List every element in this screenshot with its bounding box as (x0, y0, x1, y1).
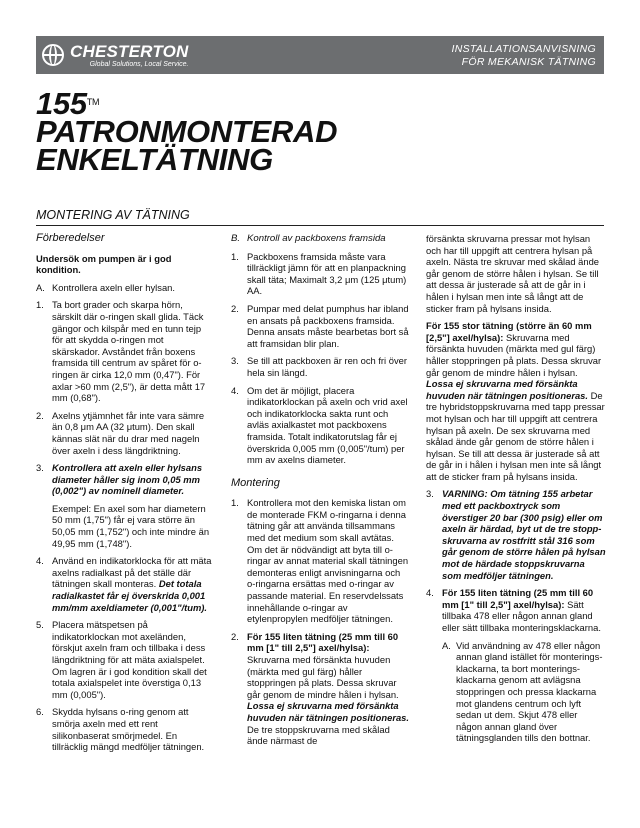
continued-text: försänkta skruvarna pressar mot hylsan och har till uppgift att centrera hylsan på axeln. Nästa tre skruvar med skålad ände går genom de större hålen i hylsan. Se till att dessa är justerade så att de går in i hålen i hylsan men inte så långt att de sticker fram på hylsans insida. (426, 233, 600, 314)
list-item: 2. För 155 liten tätning (25 mm till 60 mm [1" till 2,5"] axel/hylsa): Skruvarna med försänkta huvuden (märkta med gul färg) håller stoppringen på plats. Dessa skruvar går genom de mindre hålen i hylsan. Lossa ej skruvarna med försänkta huvuden när tätningen positioneras. De tre stoppskruvarna med skålad ände närmast de (231, 630, 409, 747)
list-item: 5. Placera mätspetsen på indikatorklockan mot axeländen, förskjut axeln fram och tillbaka i dess längdriktning för att mäta axialspelet. Om lagren är i god kondition skall det totala axialspelet inte överstiga 0,13 mm (0,005"). (36, 619, 207, 700)
list-item: 1. Kontrollera mot den kemiska listan om de monterade FKM o-ringarna i denna tätning går att använda tillsammans med det medium som skall avtätas. Om det är nödvändigt att byta till o-ringar av annat material skall tätningen demonteras enligt anvisningarna och o-ringarna ersättas med o-ringar av passande material. En reservdelssats innehållande o-ringar av etylenpropylen medföljer tätningen. (231, 497, 409, 625)
intro-text: Undersök om pumpen är i god kondition. (36, 252, 172, 276)
heading-installation: Montering (231, 476, 280, 489)
brand-name: CHESTERTON (70, 41, 189, 61)
list-item: A. Vid användning av 478 eller någon annan gland istället för monterings-klackarna, ta bort monterings-klackarna genom att avlägsna stoppringen och pressa klackarna mot glandens centrum och lyft sedan ut dem. Skjut 478 eller någon annan gland över tätningsglanden tills den bottnar. (442, 639, 603, 744)
column-3 (426, 233, 606, 750)
list-item: 2. Pumpar med delat pumphus har ibland en ansats på packboxens framsida. Denna ansats måste bearbetas bort så att framsidan blir plan. (231, 302, 409, 349)
list-item: 4. Om det är möjligt, placera indikatorklockan på axeln och vrid axel och indikatorklocka sakta runt och avläs axialkastet mot packboxens framsida. Totalt indikatorutslag får ej överskrida 0,005 mm (0,005"/tum) per mm av axelns diameter. (231, 384, 408, 466)
list-item: 3. VARNING: Om tätning 155 arbetar med ett packboxtryck som överstiger 20 bar (300 psig) eller om axeln är härdad, byt ut de tre stopp-skruvarna av rostfritt stål 316 som går genom de större hålen på hylsan mot de härdade stoppskruvarna som medföljer tätningen. (426, 488, 606, 581)
globe-icon (42, 44, 64, 66)
list-item: 2. Axelns ytjämnhet får inte vara sämre än 0,8 μm AA (32 μtum). Den skall kännas slät när du drar med nageln över axeln i dess längdriktning. (36, 409, 205, 456)
document-title: 155™ PATRONMONTERAD ENKELTÄTNING (36, 86, 338, 177)
list-item: 1. Packboxens framsida måste vara tillräckligt jämn för att en planpackning skall täta; Maximalt 3,2 μm (125 μtum) AA. (231, 250, 407, 297)
list-item: 4. Använd en indikatorklocka för att mäta axelns radialkast på det ställe där tätningen skall monteras. Det totala radialkastet får ej överskrida 0,001 mm/mm axeldiameter (0,001"/tum). (36, 555, 212, 613)
list-item: A. Kontrollera axeln eller hylsan. (36, 281, 175, 293)
list-item: 3. Kontrollera att axeln eller hylsans diameter håller sig inom 0,05 mm (0,002") av nominell diameter. (36, 462, 203, 497)
subheading-stuffing-box: B. Kontroll av packboxens framsida (231, 233, 386, 244)
column-2 (231, 233, 411, 753)
list-item: 3. Se till att packboxen är ren och fri över hela sin längd. (231, 355, 407, 378)
list-item: 6. Skydda hylsans o-ring genom att smörja axeln med ett rent silikonbaserat smörjmedel. En tillräcklig mängd medföljer tätningen. (36, 706, 205, 753)
chesterton-logo (42, 40, 189, 70)
list-item: Exempel: En axel som har diametern 50 mm (1,75") får ej vara större än 50,05 mm (1,752") och inte mindre än 49,95 mm (1,748"). (52, 502, 210, 549)
document-type: INSTALLATIONSANVISNING FÖR MEKANISK TÄTNING (451, 43, 596, 68)
list-item: 4. För 155 liten tätning (25 mm till 60 mm [1" till 2,5"] axel/hylsa): Sätt tillbaka 478 eller någon annan gland eller sätt tillbaka monteringsklackarna. (426, 587, 601, 633)
column-1 (36, 233, 214, 759)
header-bar (36, 36, 604, 74)
heading-preparations: Förberedelser (36, 232, 105, 244)
brand-tagline: Global Solutions, Local Service. (89, 60, 189, 68)
large-seal-text: För 155 stor tätning (större än 60 mm [2,5"] axel/hylsa): Skruvarna med försänkta huvuden (märkta med gul färg) håller stoppringen på plats. Dessa skruvar går genom de mindre hålen i hylsan. Lossa ej skruvarna med försänkta huvuden när tätningen positioneras. De tre hybridstoppskruvarna med tapp pressar mot hylsan och har till uppgift att centrera hylsan på axeln. De sex skruvarna med skålad ände går genom de större hålen i hylsan. Se till att dessa är justerade så att de går in i hålen i hylsan men inte så långt att de sticker fram på hylsans insida. (426, 320, 605, 482)
section-title: MONTERING AV TÄTNING (36, 208, 604, 226)
list-item: 1. Ta bort grader och skarpa hörn, särskilt där o-ringen skall glida. Täck gängor och kilspår med en tunn tejp för att skydda o-ringen mot skärskador. Avståndet från boxens framsida till centrum av spåret för o-ringen är cirka 12,0 mm (0,47"). För axlar >60 mm (2,5"), är detta mått 17 mm (0,68"). (36, 299, 206, 404)
